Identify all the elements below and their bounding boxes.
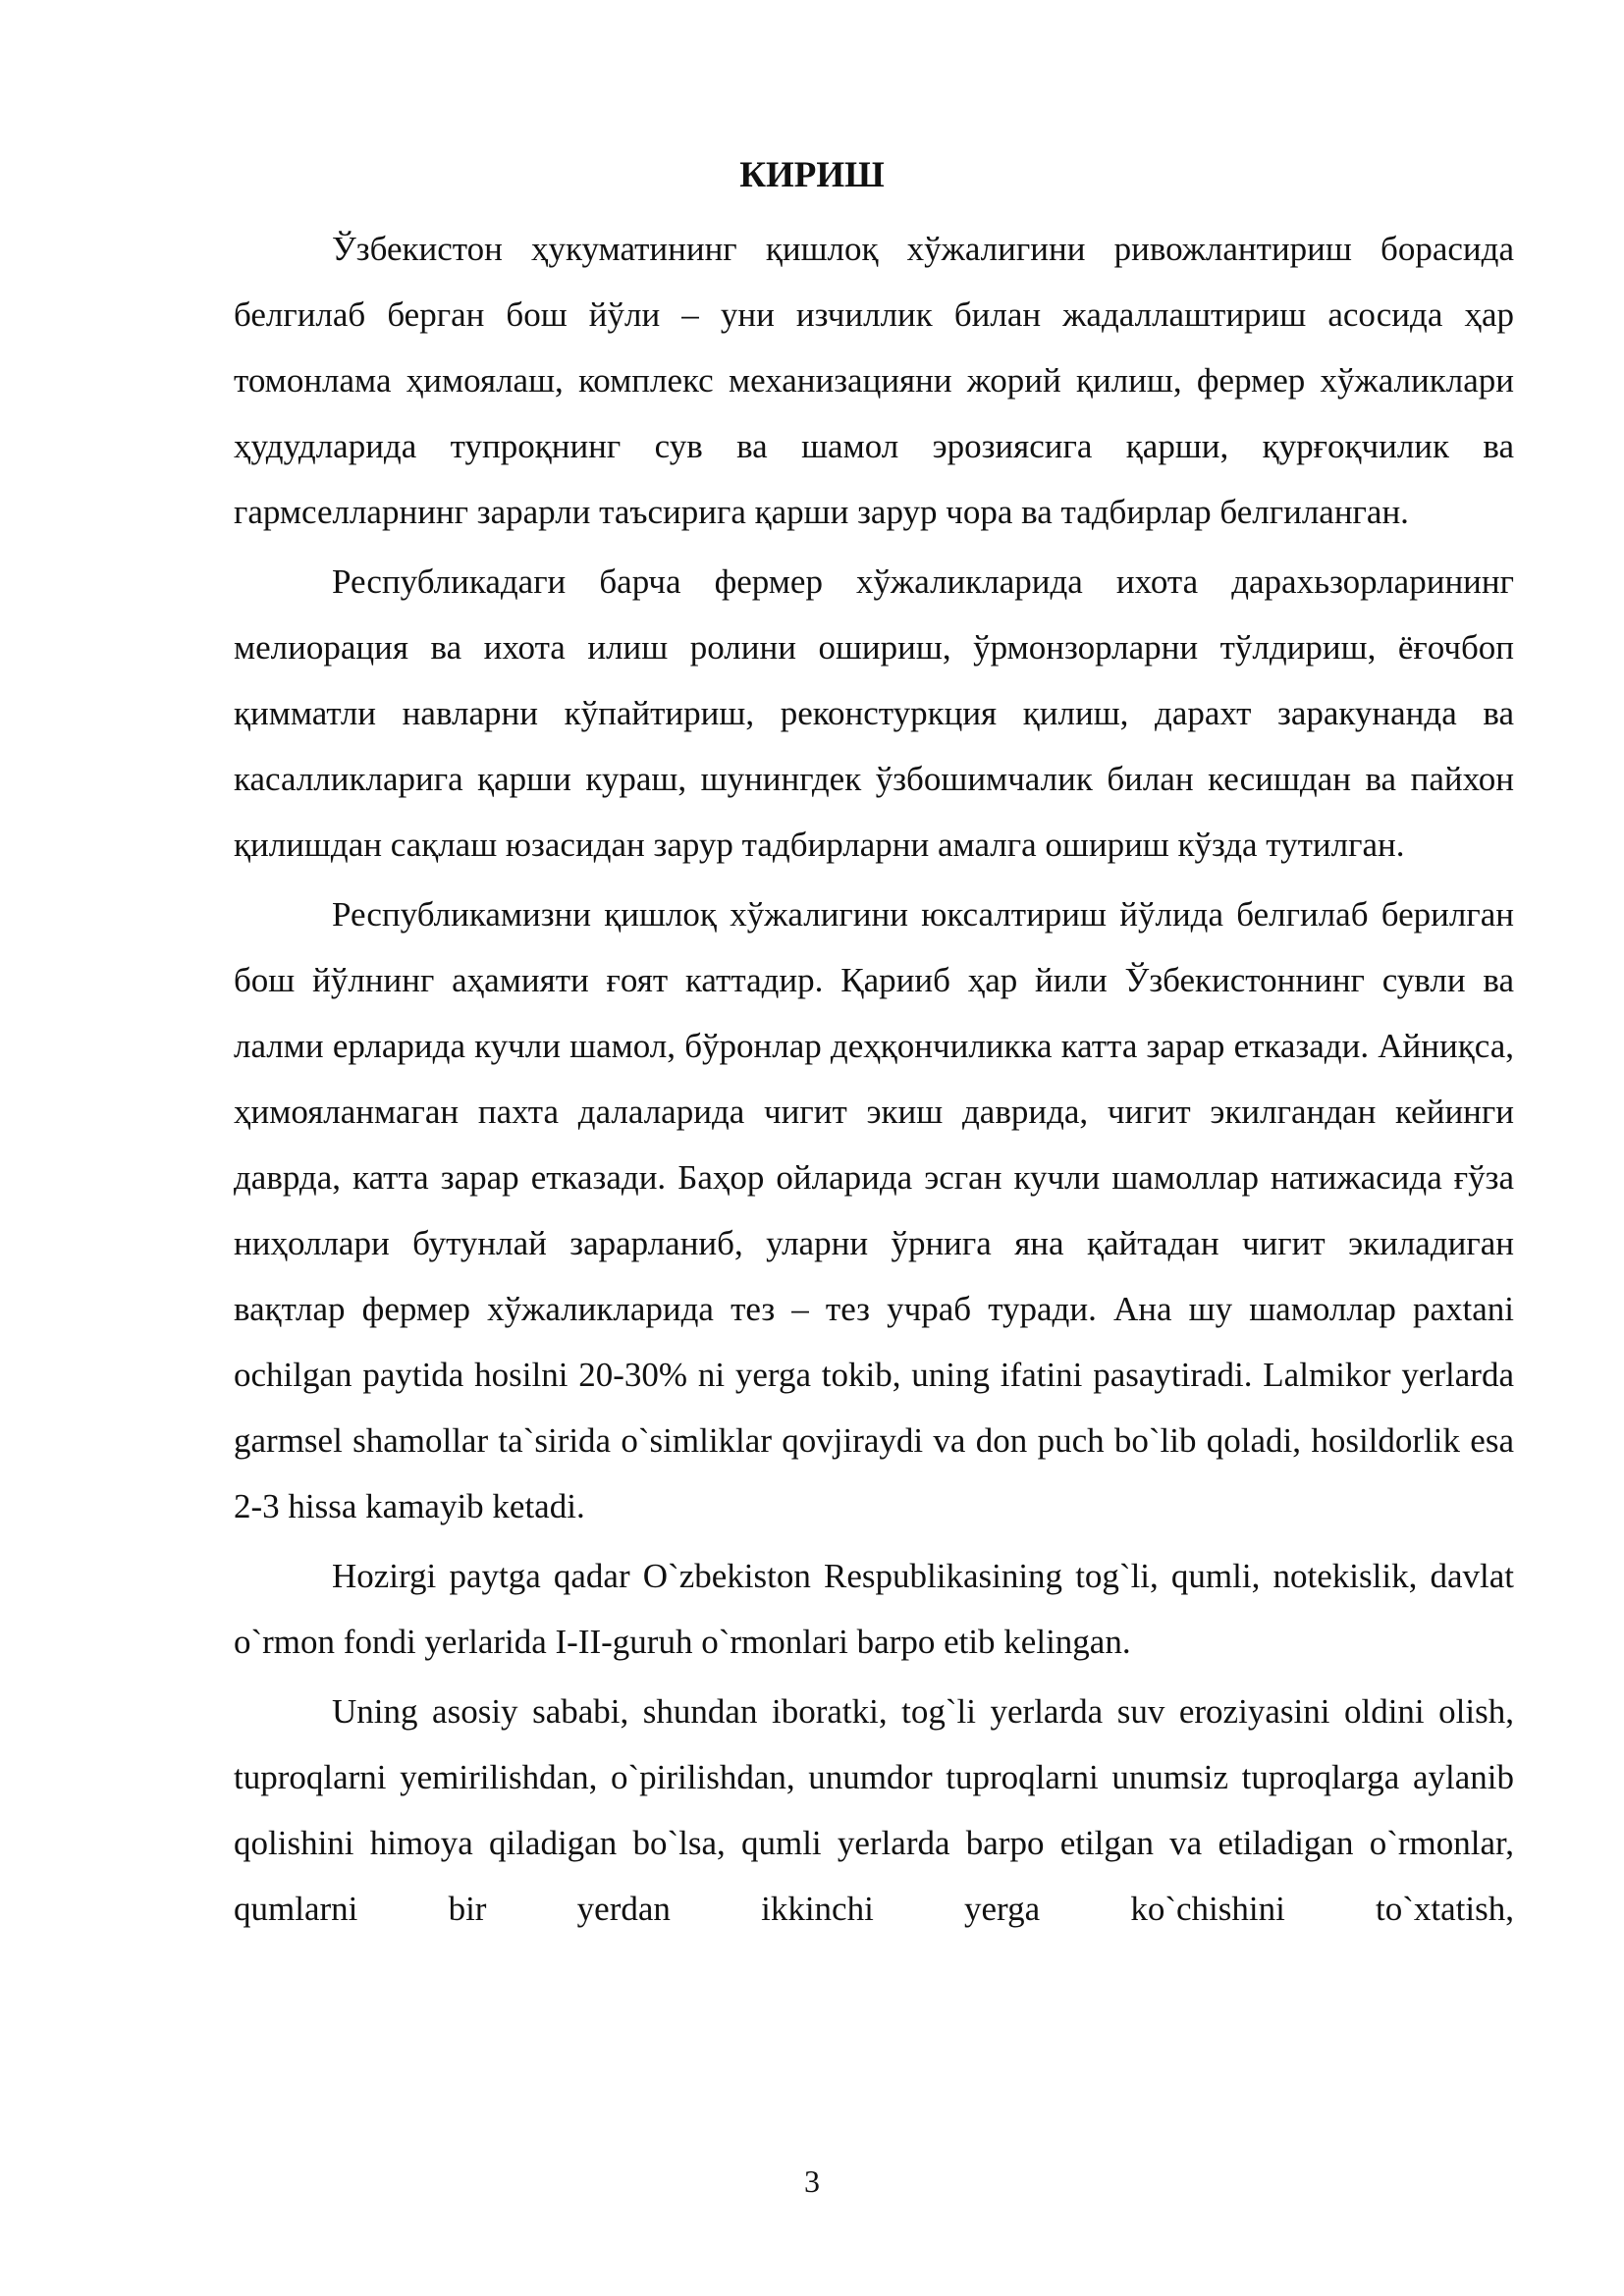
page-heading: КИРИШ [739, 155, 885, 195]
document-body [234, 216, 1514, 1946]
paragraph-2: Республикадаги барча фермер хўжаликларида ихота дарахьзорларининг мелиорация ва ихота илиш ролини ошириш, ўрмонзорларни тўлдириш, ёғочбоп қимматли навларни кўпайтириш, реконстуркция қилиш, дарахт заракунанда ва касалликларига қарши кураш, шунингдек ўзбошимчалик билан кесишдан ва пайхон қилишдан сақлаш юзасидан зарур тадбирларни амалга ошириш кўзда тутилган. [234, 562, 1514, 864]
page-number: 3 [804, 2163, 820, 2199]
paragraph-3: Республикамизни қишлоқ хўжалигини юксалтириш йўлида белгилаб берилган бош йўлнинг аҳамияти ғоят каттадир. Қарииб ҳар йили Ўзбекистоннинг сувли ва лалми ерларида кучли шамол, бўронлар деҳқончиликка катта зарар етказади. Айниқса, ҳимояланмаган пахта далаларида чигит экиш даврида, чигит экилгандан кейинги даврда, катта зарар етказади. Баҳор ойларида эсган кучли шамоллар натижасида ғўза ниҳоллари бутунлай зарарланиб, уларни ўрнига яна қайтадан чигит экиладиган вақтлар фермер хўжаликларида тез – тез учраб туради. Ана шу шамоллар paxtani ochilgan paytida hosilni 20-30% ni yerga tokib, uning ifatini pasaytiradi. Lalmikor yerlarda garmsel shamollar ta`sirida o`simliklar qovjiraydi va don puch bo`lib qoladi, hosildorlik esa 2-3 hissa kamayib ketadi. [234, 895, 1514, 1525]
paragraph-5: Uning asosiy sababi, shundan iboratki, tog`li yerlarda suv eroziyasini oldini olish, tuproqlarni yemirilishdan, o`pirilishdan, unumdor tuproqlarni unumsiz tuproqlarga aylanib qolishini himoya qiladigan bo`lsa, qumli yerlarda barpo etilgan va etiladigan o`rmonlar, qumlarni bir yerdan ikkinchi yerga ko`chishini to`xtatish, [234, 1692, 1514, 1928]
paragraph-1: Ўзбекистон ҳукуматининг қишлоқ хўжалигини ривожлантириш борасида белгилаб берган бош йўли – уни изчиллик билан жадаллаштириш асосида ҳар томонлама ҳимоялаш, комплекс механизацияни жорий қилиш, фермер хўжаликлари ҳудудларида тупроқнинг сув ва шамол эрозиясига қарши, қурғоқчилик ва гармселларнинг зарарли таъсирига қарши зарур чора ва тадбирлар белгиланган. [234, 230, 1514, 531]
paragraph-4: Hozirgi paytga qadar O`zbekiston Respublikasining tog`li, qumli, notekislik, davlat o`rmon fondi yerlarida I-II-guruh o`rmonlari barpo etib kelingan. [234, 1557, 1514, 1661]
